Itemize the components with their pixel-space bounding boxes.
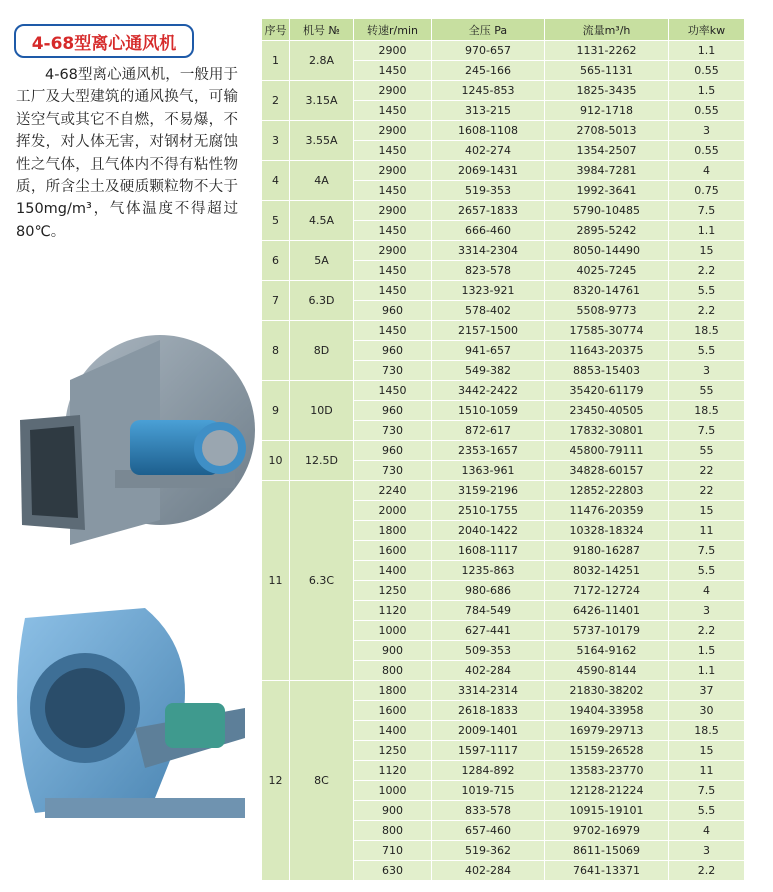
speed-cell: 1600	[354, 701, 432, 721]
pressure-cell: 823-578	[432, 261, 545, 281]
power-cell: 0.55	[669, 141, 745, 161]
flow-cell: 1131-2262	[545, 41, 669, 61]
pressure-cell: 509-353	[432, 641, 545, 661]
pressure-cell: 1323-921	[432, 281, 545, 301]
power-cell: 55	[669, 441, 745, 461]
speed-cell: 800	[354, 821, 432, 841]
flow-cell: 15159-26528	[545, 741, 669, 761]
power-cell: 30	[669, 701, 745, 721]
power-cell: 7.5	[669, 201, 745, 221]
power-cell: 4	[669, 821, 745, 841]
model-cell: 6.3C	[290, 481, 354, 681]
speed-cell: 730	[354, 461, 432, 481]
flow-cell: 8050-14490	[545, 241, 669, 261]
flow-cell: 2895-5242	[545, 221, 669, 241]
flow-cell: 5737-10179	[545, 621, 669, 641]
pressure-cell: 3159-2196	[432, 481, 545, 501]
speed-cell: 1120	[354, 601, 432, 621]
flow-cell: 34828-60157	[545, 461, 669, 481]
speed-cell: 1000	[354, 781, 432, 801]
pressure-cell: 941-657	[432, 341, 545, 361]
pressure-cell: 1235-863	[432, 561, 545, 581]
pressure-cell: 1597-1117	[432, 741, 545, 761]
power-cell: 15	[669, 741, 745, 761]
power-cell: 0.75	[669, 181, 745, 201]
pressure-cell: 833-578	[432, 801, 545, 821]
pressure-cell: 666-460	[432, 221, 545, 241]
table-row	[262, 241, 745, 261]
flow-cell: 912-1718	[545, 101, 669, 121]
speed-cell: 1800	[354, 521, 432, 541]
power-cell: 1.1	[669, 661, 745, 681]
speed-cell: 1600	[354, 541, 432, 561]
model-cell: 4.5A	[290, 201, 354, 241]
speed-cell: 1450	[354, 221, 432, 241]
flow-cell: 9180-16287	[545, 541, 669, 561]
power-cell: 7.5	[669, 421, 745, 441]
flow-cell: 7641-13371	[545, 861, 669, 881]
speed-cell: 1450	[354, 141, 432, 161]
speed-cell: 800	[354, 661, 432, 681]
power-cell: 55	[669, 381, 745, 401]
flow-cell: 8320-14761	[545, 281, 669, 301]
spec-table	[261, 18, 745, 881]
pressure-cell: 3314-2304	[432, 241, 545, 261]
power-cell: 3	[669, 841, 745, 861]
speed-cell: 2900	[354, 121, 432, 141]
speed-cell: 960	[354, 441, 432, 461]
power-cell: 1.5	[669, 641, 745, 661]
flow-cell: 16979-29713	[545, 721, 669, 741]
row-number-cell: 11	[262, 481, 290, 681]
flow-cell: 4590-8144	[545, 661, 669, 681]
flow-cell: 8032-14251	[545, 561, 669, 581]
power-cell: 4	[669, 161, 745, 181]
power-cell: 15	[669, 501, 745, 521]
speed-cell: 1400	[354, 561, 432, 581]
table-row	[262, 681, 745, 701]
speed-cell: 710	[354, 841, 432, 861]
power-cell: 5.5	[669, 561, 745, 581]
table-row	[262, 121, 745, 141]
pressure-cell: 313-215	[432, 101, 545, 121]
flow-cell: 4025-7245	[545, 261, 669, 281]
power-cell: 18.5	[669, 401, 745, 421]
flow-cell: 17585-30774	[545, 321, 669, 341]
pressure-cell: 970-657	[432, 41, 545, 61]
power-cell: 2.2	[669, 621, 745, 641]
pressure-cell: 519-353	[432, 181, 545, 201]
column-header: 流量m³/h	[545, 19, 669, 41]
column-header: 机号 №	[290, 19, 354, 41]
pressure-cell: 1363-961	[432, 461, 545, 481]
flow-cell: 21830-38202	[545, 681, 669, 701]
flow-cell: 9702-16979	[545, 821, 669, 841]
power-cell: 1.5	[669, 81, 745, 101]
row-number-cell: 9	[262, 381, 290, 441]
power-cell: 5.5	[669, 801, 745, 821]
power-cell: 11	[669, 521, 745, 541]
table-row	[262, 161, 745, 181]
flow-cell: 10328-18324	[545, 521, 669, 541]
row-number-cell: 4	[262, 161, 290, 201]
pressure-cell: 2069-1431	[432, 161, 545, 181]
power-cell: 37	[669, 681, 745, 701]
product-description	[16, 64, 238, 243]
speed-cell: 2900	[354, 201, 432, 221]
flow-cell: 19404-33958	[545, 701, 669, 721]
column-header: 序号	[262, 19, 290, 41]
flow-cell: 5508-9773	[545, 301, 669, 321]
speed-cell: 1450	[354, 281, 432, 301]
speed-cell: 1450	[354, 381, 432, 401]
power-cell: 4	[669, 581, 745, 601]
power-cell: 3	[669, 361, 745, 381]
speed-cell: 730	[354, 421, 432, 441]
flow-cell: 565-1131	[545, 61, 669, 81]
table-header-row	[262, 19, 745, 41]
power-cell: 2.2	[669, 301, 745, 321]
speed-cell: 630	[354, 861, 432, 881]
pressure-cell: 2510-1755	[432, 501, 545, 521]
speed-cell: 2900	[354, 81, 432, 101]
table-row	[262, 81, 745, 101]
flow-cell: 12852-22803	[545, 481, 669, 501]
flow-cell: 13583-23770	[545, 761, 669, 781]
power-cell: 2.2	[669, 861, 745, 881]
row-number-cell: 6	[262, 241, 290, 281]
pressure-cell: 980-686	[432, 581, 545, 601]
pressure-cell: 2009-1401	[432, 721, 545, 741]
pressure-cell: 2353-1657	[432, 441, 545, 461]
power-cell: 1.1	[669, 41, 745, 61]
power-cell: 3	[669, 601, 745, 621]
model-cell: 8C	[290, 681, 354, 881]
table-row	[262, 381, 745, 401]
product-title-text: 4-68型离心通风机	[31, 33, 177, 54]
flow-cell: 1354-2507	[545, 141, 669, 161]
row-number-cell: 10	[262, 441, 290, 481]
model-cell: 8D	[290, 321, 354, 381]
column-header: 转速r/min	[354, 19, 432, 41]
flow-cell: 8853-15403	[545, 361, 669, 381]
model-cell: 12.5D	[290, 441, 354, 481]
fan-photo-2	[5, 598, 255, 838]
table-row	[262, 281, 745, 301]
row-number-cell: 1	[262, 41, 290, 81]
table-row	[262, 481, 745, 501]
table-row	[262, 441, 745, 461]
power-cell: 15	[669, 241, 745, 261]
power-cell: 5.5	[669, 281, 745, 301]
pressure-cell: 1608-1108	[432, 121, 545, 141]
table-row	[262, 321, 745, 341]
speed-cell: 1450	[354, 321, 432, 341]
flow-cell: 5790-10485	[545, 201, 669, 221]
pressure-cell: 784-549	[432, 601, 545, 621]
model-cell: 2.8A	[290, 41, 354, 81]
fan-photo-1	[10, 320, 255, 565]
speed-cell: 1450	[354, 61, 432, 81]
pressure-cell: 549-382	[432, 361, 545, 381]
model-cell: 3.15A	[290, 81, 354, 121]
product-title	[14, 24, 194, 58]
pressure-cell: 872-617	[432, 421, 545, 441]
flow-cell: 6426-11401	[545, 601, 669, 621]
pressure-cell: 3442-2422	[432, 381, 545, 401]
flow-cell: 1825-3435	[545, 81, 669, 101]
pressure-cell: 1245-853	[432, 81, 545, 101]
pressure-cell: 519-362	[432, 841, 545, 861]
speed-cell: 1250	[354, 581, 432, 601]
flow-cell: 10915-19101	[545, 801, 669, 821]
flow-cell: 8611-15069	[545, 841, 669, 861]
model-cell: 3.55A	[290, 121, 354, 161]
flow-cell: 11643-20375	[545, 341, 669, 361]
flow-cell: 45800-79111	[545, 441, 669, 461]
model-cell: 5A	[290, 241, 354, 281]
speed-cell: 1120	[354, 761, 432, 781]
speed-cell: 1450	[354, 101, 432, 121]
row-number-cell: 3	[262, 121, 290, 161]
flow-cell: 3984-7281	[545, 161, 669, 181]
speed-cell: 730	[354, 361, 432, 381]
row-number-cell: 2	[262, 81, 290, 121]
power-cell: 18.5	[669, 721, 745, 741]
speed-cell: 960	[354, 401, 432, 421]
power-cell: 7.5	[669, 541, 745, 561]
power-cell: 11	[669, 761, 745, 781]
speed-cell: 900	[354, 641, 432, 661]
pressure-cell: 2157-1500	[432, 321, 545, 341]
power-cell: 18.5	[669, 321, 745, 341]
table-row	[262, 201, 745, 221]
power-cell: 2.2	[669, 261, 745, 281]
model-cell: 4A	[290, 161, 354, 201]
pressure-cell: 578-402	[432, 301, 545, 321]
speed-cell: 960	[354, 301, 432, 321]
row-number-cell: 5	[262, 201, 290, 241]
table-row	[262, 41, 745, 61]
speed-cell: 1800	[354, 681, 432, 701]
speed-cell: 1450	[354, 181, 432, 201]
speed-cell: 1000	[354, 621, 432, 641]
pressure-cell: 2657-1833	[432, 201, 545, 221]
power-cell: 1.1	[669, 221, 745, 241]
pressure-cell: 657-460	[432, 821, 545, 841]
flow-cell: 35420-61179	[545, 381, 669, 401]
power-cell: 5.5	[669, 341, 745, 361]
power-cell: 0.55	[669, 101, 745, 121]
description-text: 4-68型离心通风机，一般用于工厂及大型建筑的通风换气，可输送空气或其它不自燃，不易爆，不挥发，对人体无害，对钢材无腐蚀性之气体，且气体内不得有粘性物质，所含尘土及硬质颗粒物不大于150mg/m³，气体温度不得超过80℃。	[16, 67, 238, 240]
pressure-cell: 245-166	[432, 61, 545, 81]
row-number-cell: 7	[262, 281, 290, 321]
power-cell: 22	[669, 481, 745, 501]
power-cell: 0.55	[669, 61, 745, 81]
pressure-cell: 1019-715	[432, 781, 545, 801]
pressure-cell: 3314-2314	[432, 681, 545, 701]
model-cell: 10D	[290, 381, 354, 441]
speed-cell: 1400	[354, 721, 432, 741]
speed-cell: 2900	[354, 161, 432, 181]
speed-cell: 2000	[354, 501, 432, 521]
flow-cell: 17832-30801	[545, 421, 669, 441]
pressure-cell: 1510-1059	[432, 401, 545, 421]
flow-cell: 7172-12724	[545, 581, 669, 601]
speed-cell: 900	[354, 801, 432, 821]
pressure-cell: 2040-1422	[432, 521, 545, 541]
flow-cell: 11476-20359	[545, 501, 669, 521]
flow-cell: 2708-5013	[545, 121, 669, 141]
row-number-cell: 12	[262, 681, 290, 881]
speed-cell: 2900	[354, 241, 432, 261]
speed-cell: 1250	[354, 741, 432, 761]
pressure-cell: 2618-1833	[432, 701, 545, 721]
pressure-cell: 402-284	[432, 861, 545, 881]
power-cell: 3	[669, 121, 745, 141]
pressure-cell: 1608-1117	[432, 541, 545, 561]
speed-cell: 2900	[354, 41, 432, 61]
flow-cell: 23450-40505	[545, 401, 669, 421]
power-cell: 7.5	[669, 781, 745, 801]
pressure-cell: 627-441	[432, 621, 545, 641]
flow-cell: 1992-3641	[545, 181, 669, 201]
power-cell: 22	[669, 461, 745, 481]
flow-cell: 5164-9162	[545, 641, 669, 661]
flow-cell: 12128-21224	[545, 781, 669, 801]
model-cell: 6.3D	[290, 281, 354, 321]
row-number-cell: 8	[262, 321, 290, 381]
pressure-cell: 402-284	[432, 661, 545, 681]
column-header: 功率kw	[669, 19, 745, 41]
column-header: 全压 Pa	[432, 19, 545, 41]
speed-cell: 2240	[354, 481, 432, 501]
pressure-cell: 402-274	[432, 141, 545, 161]
pressure-cell: 1284-892	[432, 761, 545, 781]
speed-cell: 1450	[354, 261, 432, 281]
speed-cell: 960	[354, 341, 432, 361]
